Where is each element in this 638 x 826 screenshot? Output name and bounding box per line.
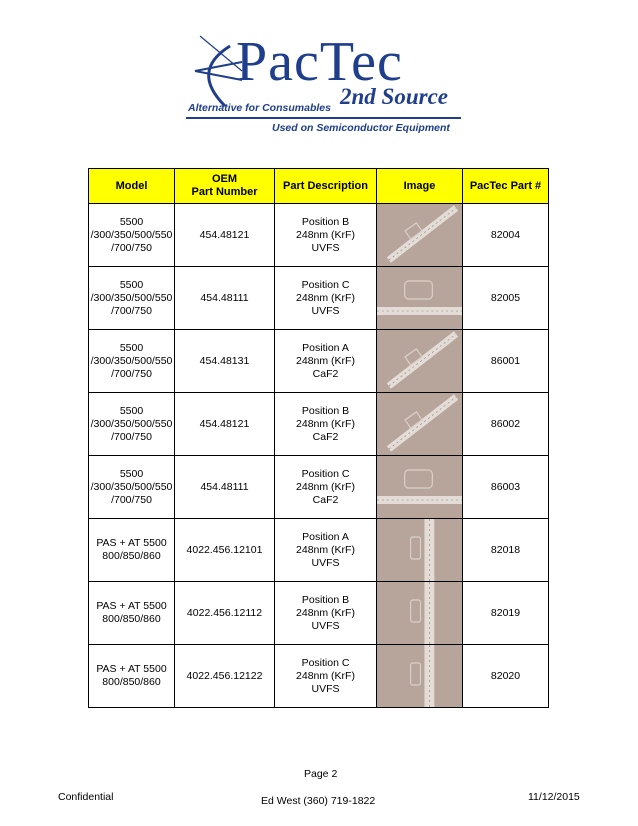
- cell-description: [275, 267, 377, 330]
- desc-material: UVFS: [311, 241, 340, 254]
- model-text: 800/850/860: [102, 676, 161, 688]
- cell-model: [89, 519, 175, 582]
- desc-position: Position C: [301, 467, 350, 480]
- footer-contact: Ed West (360) 719-1822: [261, 795, 376, 807]
- cell-oem: 454.48131: [175, 330, 275, 393]
- desc-position: Position A: [302, 530, 349, 543]
- desc-wavelength: 248nm (KrF): [296, 543, 355, 556]
- cell-model: [89, 267, 175, 330]
- desc-position: Position B: [301, 404, 350, 417]
- header-image: Image: [377, 169, 463, 204]
- model-text: 800/850/860: [102, 550, 161, 562]
- logo-brand: PacTec: [236, 31, 403, 93]
- cell-pactec-part: 86003: [463, 456, 549, 519]
- cell-model: [89, 393, 175, 456]
- logo-divider: [186, 117, 461, 119]
- cell-model: [89, 582, 175, 645]
- desc-position: Position C: [301, 278, 350, 291]
- model-text: PAS + AT 5500: [96, 663, 167, 675]
- logo-second-source: 2nd Source: [340, 84, 448, 109]
- header-pactec-part: PacTec Part #: [463, 169, 549, 204]
- model-text: /700/750: [111, 367, 152, 380]
- model-text: /300/350/500/550: [90, 480, 173, 493]
- header-oem-line2: Part Number: [191, 186, 258, 198]
- model-text: PAS + AT 5500: [96, 600, 167, 612]
- table-row: [89, 393, 549, 456]
- cell-description: [275, 582, 377, 645]
- cell-pactec-part: 82018: [463, 519, 549, 582]
- model-text: /300/350/500/550: [90, 291, 173, 304]
- table-row: [89, 204, 549, 267]
- cell-description: [275, 330, 377, 393]
- desc-material: CaF2: [312, 367, 339, 380]
- cell-pactec-part: 82004: [463, 204, 549, 267]
- cell-model: [89, 330, 175, 393]
- part-image: [377, 204, 463, 267]
- desc-material: CaF2: [312, 430, 339, 443]
- header-oem-line1: OEM: [211, 173, 238, 185]
- model-text: /300/350/500/550: [90, 354, 173, 367]
- cell-oem: 4022.456.12101: [175, 519, 275, 582]
- cell-oem: 4022.456.12112: [175, 582, 275, 645]
- page-number: Page 2: [304, 768, 338, 780]
- desc-material: UVFS: [311, 556, 340, 569]
- footer-confidential: Confidential: [58, 791, 114, 803]
- model-text: /700/750: [111, 241, 152, 254]
- cell-oem: 454.48121: [175, 204, 275, 267]
- model-text: /300/350/500/550: [90, 417, 173, 430]
- desc-material: UVFS: [311, 619, 340, 632]
- cell-oem: 454.48121: [175, 393, 275, 456]
- desc-wavelength: 248nm (KrF): [296, 606, 355, 619]
- cell-model: [89, 645, 175, 708]
- table-row: [89, 267, 549, 330]
- desc-material: UVFS: [311, 682, 340, 695]
- model-text: 5500: [119, 467, 144, 480]
- cell-oem: 454.48111: [175, 267, 275, 330]
- model-text: 5500: [119, 404, 144, 417]
- logo-tagline: Alternative for Consumables: [188, 102, 331, 114]
- cell-oem: 454.48111: [175, 456, 275, 519]
- cell-pactec-part: 82005: [463, 267, 549, 330]
- table-row: [89, 519, 549, 582]
- desc-material: UVFS: [311, 304, 340, 317]
- pactec-logo: [180, 16, 470, 136]
- part-image: [377, 456, 463, 519]
- table-row: [89, 582, 549, 645]
- cell-description: [275, 393, 377, 456]
- logo-subtitle: Used on Semiconductor Equipment: [272, 122, 450, 134]
- model-text: /300/350/500/550: [90, 228, 173, 241]
- desc-position: Position B: [301, 215, 350, 228]
- cell-pactec-part: 82020: [463, 645, 549, 708]
- desc-wavelength: 248nm (KrF): [296, 417, 355, 430]
- desc-wavelength: 248nm (KrF): [296, 669, 355, 682]
- cell-description: [275, 519, 377, 582]
- footer-date: 11/12/2015: [528, 791, 580, 803]
- desc-material: CaF2: [312, 493, 339, 506]
- header-description: Part Description: [275, 169, 377, 204]
- cell-oem: 4022.456.12122: [175, 645, 275, 708]
- desc-wavelength: 248nm (KrF): [296, 228, 355, 241]
- table-row: [89, 330, 549, 393]
- model-text: 5500: [119, 278, 144, 291]
- desc-wavelength: 248nm (KrF): [296, 480, 355, 493]
- cell-description: [275, 204, 377, 267]
- part-image: [377, 519, 463, 582]
- part-image: [377, 645, 463, 708]
- header-model: Model: [89, 169, 175, 204]
- model-text: /700/750: [111, 430, 152, 443]
- desc-position: Position C: [301, 656, 350, 669]
- table-row: [89, 456, 549, 519]
- desc-wavelength: 248nm (KrF): [296, 291, 355, 304]
- cell-description: [275, 645, 377, 708]
- cell-pactec-part: 86001: [463, 330, 549, 393]
- parts-table: [88, 168, 549, 708]
- table-header-row: [89, 169, 549, 204]
- part-image: [377, 330, 463, 393]
- header-oem: [175, 169, 275, 204]
- model-text: PAS + AT 5500: [96, 537, 167, 549]
- model-text: 800/850/860: [102, 613, 161, 625]
- model-text: 5500: [119, 341, 144, 354]
- cell-model: [89, 456, 175, 519]
- part-image: [377, 393, 463, 456]
- model-text: /700/750: [111, 493, 152, 506]
- model-text: 5500: [119, 215, 144, 228]
- cell-pactec-part: 86002: [463, 393, 549, 456]
- cell-description: [275, 456, 377, 519]
- table-row: [89, 645, 549, 708]
- model-text: /700/750: [111, 304, 152, 317]
- desc-wavelength: 248nm (KrF): [296, 354, 355, 367]
- part-image: [377, 582, 463, 645]
- desc-position: Position B: [301, 593, 350, 606]
- part-image: [377, 267, 463, 330]
- desc-position: Position A: [302, 341, 349, 354]
- cell-model: [89, 204, 175, 267]
- cell-pactec-part: 82019: [463, 582, 549, 645]
